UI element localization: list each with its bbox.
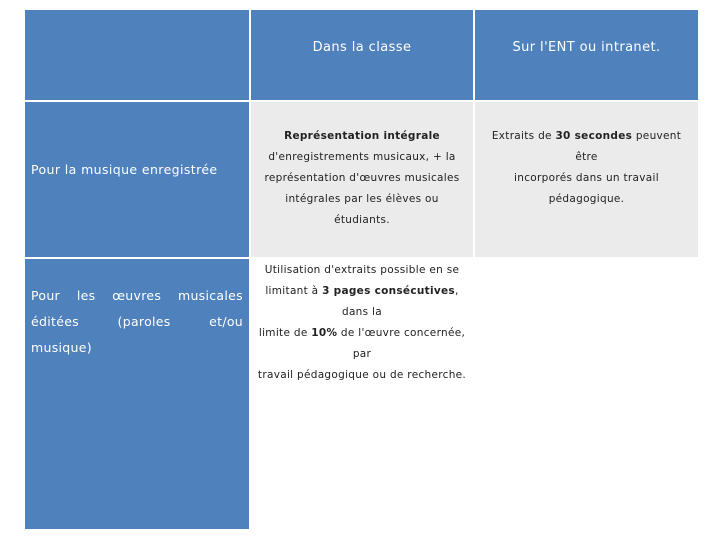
cell-text-bold: Représentation intégrale xyxy=(284,130,440,142)
cell-text-fragment: de l'œuvre concernée, par xyxy=(337,327,466,360)
cell-text-line: travail pédagogique ou de recherche. xyxy=(257,369,467,381)
cell-text-bold: 10% xyxy=(311,327,338,339)
cell-text-bold: 3 pages consécutives xyxy=(322,285,455,297)
cell-musique-enregistree-ent xyxy=(474,101,699,258)
row-header-word: (paroles xyxy=(117,314,171,329)
column-header-dans-la-classe xyxy=(250,9,474,101)
cell-text-fragment: peuvent être xyxy=(575,130,682,163)
column-header-label: Sur l'ENT ou intranet. xyxy=(512,40,661,55)
cell-text xyxy=(257,126,467,231)
cell-text xyxy=(256,260,468,386)
row-header-word: musique) xyxy=(31,340,92,355)
cell-text xyxy=(479,126,694,210)
cell-text-fragment: limite de xyxy=(258,327,312,339)
table-corner-cell xyxy=(24,9,250,101)
cell-text-line: intégrales par les élèves ou étudiants. xyxy=(285,193,439,226)
column-header-ent-intranet xyxy=(474,9,699,101)
cell-text-line: représentation d'œuvres musicales xyxy=(264,172,460,184)
cell-text-fragment: limitant à xyxy=(265,285,323,297)
row-header-word: et/ou xyxy=(209,314,243,329)
column-header-label: Dans la classe xyxy=(312,40,412,55)
cell-musique-enregistree-classe xyxy=(250,101,474,258)
cell-oeuvres-editees-classe xyxy=(250,258,474,381)
row-header-word: Pour xyxy=(31,288,61,303)
row-header-oeuvres-editees xyxy=(24,258,250,530)
row-header-musique-enregistree xyxy=(24,101,250,258)
row-header-word: œuvres xyxy=(112,288,162,303)
cell-text-line: Utilisation d'extraits possible en se xyxy=(264,264,460,276)
row-header-word: musicales xyxy=(177,288,243,303)
cell-text-fragment: Extraits de xyxy=(491,130,556,142)
row-header-label xyxy=(31,283,243,361)
cell-text-line: d'enregistrements musicaux, + la xyxy=(268,151,456,163)
row-header-label: Pour la musique enregistrée xyxy=(31,162,218,177)
cell-text-line: incorporés dans un travail pédagogique. xyxy=(514,172,659,205)
row-header-word: éditées xyxy=(31,314,79,329)
row-header-word: les xyxy=(76,288,96,303)
cell-text-fragment: , dans la xyxy=(341,285,459,318)
cell-text-bold: 30 secondes xyxy=(555,130,633,142)
